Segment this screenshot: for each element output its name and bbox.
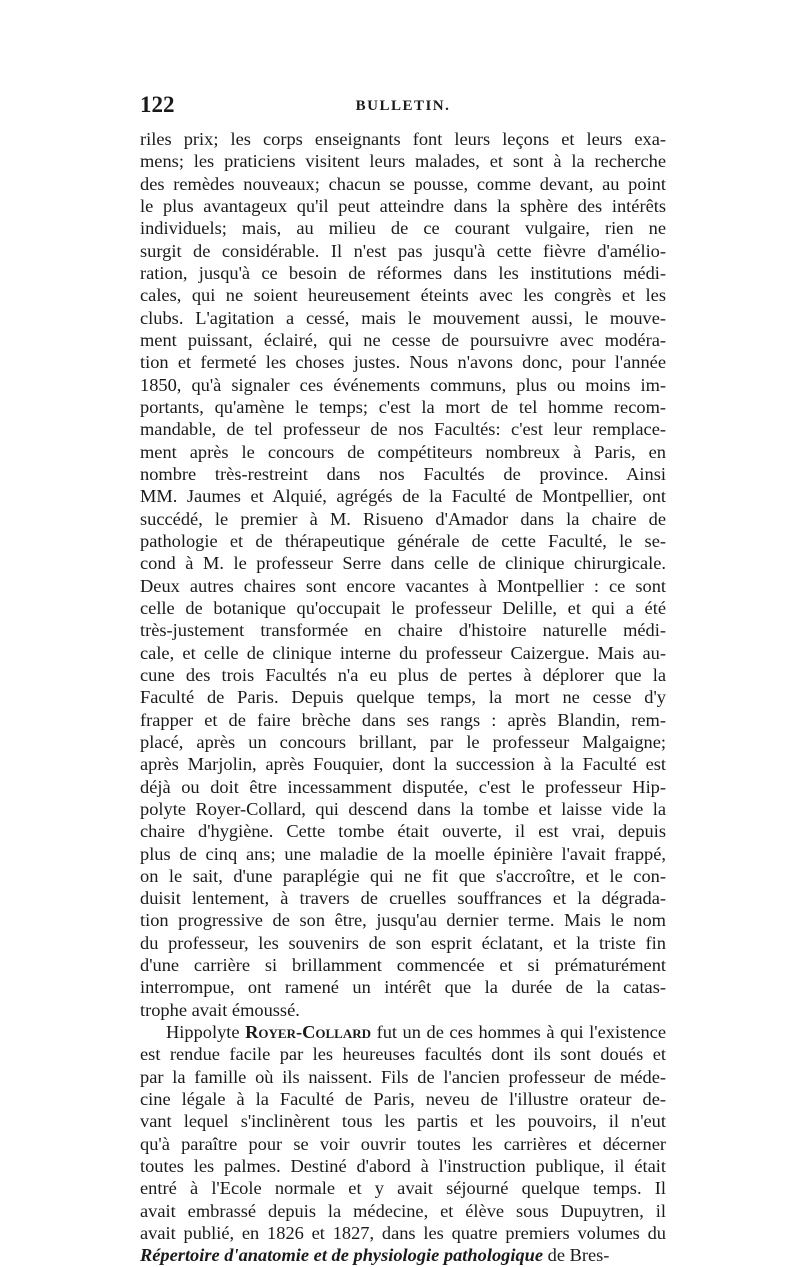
text-line: avait publié, en 1826 et 1827, dans les quatre premiers volumes du <box>140 1223 666 1244</box>
paragraph-1 <box>140 128 666 1021</box>
paragraph-2-lines <box>140 1043 666 1244</box>
text-line: Deux autres chaires sont encore vacantes à Montpellier : ce sont <box>140 575 666 596</box>
text-line: mens; les praticiens visitent leurs malades, et sont à la recherche <box>140 151 666 172</box>
line-rest: de Bres- <box>543 1245 610 1266</box>
text-line: d'une carrière si brillamment commencée et si prématurément <box>140 955 666 976</box>
page-header <box>140 92 666 122</box>
text-line: du professeur, les souvenirs de son esprit éclatant, et la triste fin <box>140 932 666 953</box>
text-line: cond à M. le professeur Serre dans celle de clinique chirurgicale. <box>140 553 666 574</box>
text-line: plus de cinq ans; une maladie de la moelle épinière l'avait frappé, <box>140 843 666 864</box>
text-line: surgit de considérable. Il n'est pas jusqu'à cette fièvre d'amélio- <box>140 240 666 261</box>
text-line: toutes les palmes. Destiné d'abord à l'instruction publique, il était <box>140 1156 666 1177</box>
body-text <box>140 128 666 1267</box>
text-line: qu'à paraître pour se voir ouvrir toutes les carrières et décerner <box>140 1133 666 1154</box>
text-line: tion et fermeté les choses justes. Nous n'avons donc, pour l'année <box>140 352 666 373</box>
text-line: déjà ou doit être incessamment disputée, c'est le professeur Hip- <box>140 776 666 797</box>
line-rest: fut un de ces hommes à qui l'existence <box>371 1022 666 1043</box>
paragraph-2 <box>140 1021 666 1267</box>
text-line: cale, et celle de clinique interne du professeur Caizergue. Mais au- <box>140 642 666 663</box>
text-line: polyte Royer-Collard, qui descend dans la tombe et laisse vide la <box>140 798 666 819</box>
text-line: le plus avantageux qu'il peut atteindre dans la sphère des intérêts <box>140 195 666 216</box>
text-line: riles prix; les corps enseignants font leurs leçons et leurs exa- <box>140 129 666 149</box>
text-line: succédé, le premier à M. Risueno d'Amador dans la chaire de <box>140 508 666 529</box>
text-line: ment après le concours de compétiteurs nombreux à Paris, en <box>140 441 666 462</box>
text-line: des remèdes nouveaux; chacun se pousse, comme devant, au point <box>140 173 666 194</box>
text-line: cales, qui ne soient heureusement éteints avec les congrès et les <box>140 285 666 306</box>
text-line: tion progressive de son être, jusqu'au dernier terme. Mais le nom <box>140 910 666 931</box>
text-line: Faculté de Paris. Depuis quelque temps, la mort ne cesse d'y <box>140 687 666 708</box>
text-line: ment puissant, éclairé, qui ne cesse de poursuivre avec modéra- <box>140 329 666 350</box>
text-line: individuels; mais, au milieu de ce courant vulgaire, rien ne <box>140 218 666 239</box>
name-first: Hippolyte <box>166 1022 246 1043</box>
text-line: duisit lentement, à travers de cruelles souffrances et la dégrada- <box>140 888 666 909</box>
text-line: chaire d'hygiène. Cette tombe était ouverte, il est vrai, depuis <box>140 821 666 842</box>
text-line: après Marjolin, après Fouquier, dont la succession à la Faculté est <box>140 754 666 775</box>
text-line: très-justement transformée en chaire d'histoire naturelle médi- <box>140 620 666 641</box>
text-line: cine légale à la Faculté de Paris, neveu de l'illustre orateur de- <box>140 1089 666 1110</box>
text-line: on le sait, d'une paraplégie qui ne fit que s'accroître, et le con- <box>140 865 666 886</box>
text-line: est rendue facile par les heureuses facultés dont ils sont doués et <box>140 1044 666 1065</box>
text-line: interrompue, ont ramené un intérêt que la durée de la catas- <box>140 977 666 998</box>
page-number: 122 <box>140 92 175 117</box>
text-line: cune des trois Facultés n'a eu plus de pertes à déplorer que la <box>140 664 666 685</box>
text-line <box>140 1244 666 1266</box>
text-line: 1850, qu'à signaler ces événements communs, plus ou moins im- <box>140 374 666 395</box>
text-line: vant lequel s'inclinèrent tous les partis et les pouvoirs, il n'eut <box>140 1111 666 1132</box>
text-line: trophe avait émoussé. <box>140 999 300 1020</box>
name-smallcaps: Royer-Collard <box>245 1022 371 1043</box>
text-line: MM. Jaumes et Alquié, agrégés de la Faculté de Montpellier, ont <box>140 486 666 507</box>
text-line <box>140 1021 666 1043</box>
text-line: pathologie et de thérapeutique générale de cette Faculté, le se- <box>140 530 666 551</box>
text-line: placé, après un concours brillant, par le professeur Malgaigne; <box>140 731 666 752</box>
running-title: BULLETIN. <box>355 98 451 114</box>
text-line: mandable, de tel professeur de nos Facultés: c'est leur remplace- <box>140 419 666 440</box>
text-line: portants, qu'amène le temps; c'est la mort de tel homme recom- <box>140 396 666 417</box>
text-line: entré à l'Ecole normale et y avait séjourné quelque temps. Il <box>140 1178 666 1199</box>
text-line: celle de botanique qu'occupait le professeur Delille, et qui a été <box>140 597 666 618</box>
text-line: ration, jusqu'à ce besoin de réformes dans les institutions médi- <box>140 262 666 283</box>
text-line: frapper et de faire brèche dans ses rangs : après Blandin, rem- <box>140 709 666 730</box>
text-line: par la famille où ils naissent. Fils de l'ancien professeur de méde- <box>140 1066 666 1087</box>
text-line: nombre très-restreint dans nos Facultés de province. Ainsi <box>140 463 666 484</box>
book-title: Répertoire d'anatomie et de physiologie pathologique <box>140 1245 544 1266</box>
text-line: clubs. L'agitation a cessé, mais le mouvement aussi, le mouve- <box>140 307 666 328</box>
text-line: avait embrassé depuis la médecine, et élève sous Dupuytren, il <box>140 1200 666 1221</box>
